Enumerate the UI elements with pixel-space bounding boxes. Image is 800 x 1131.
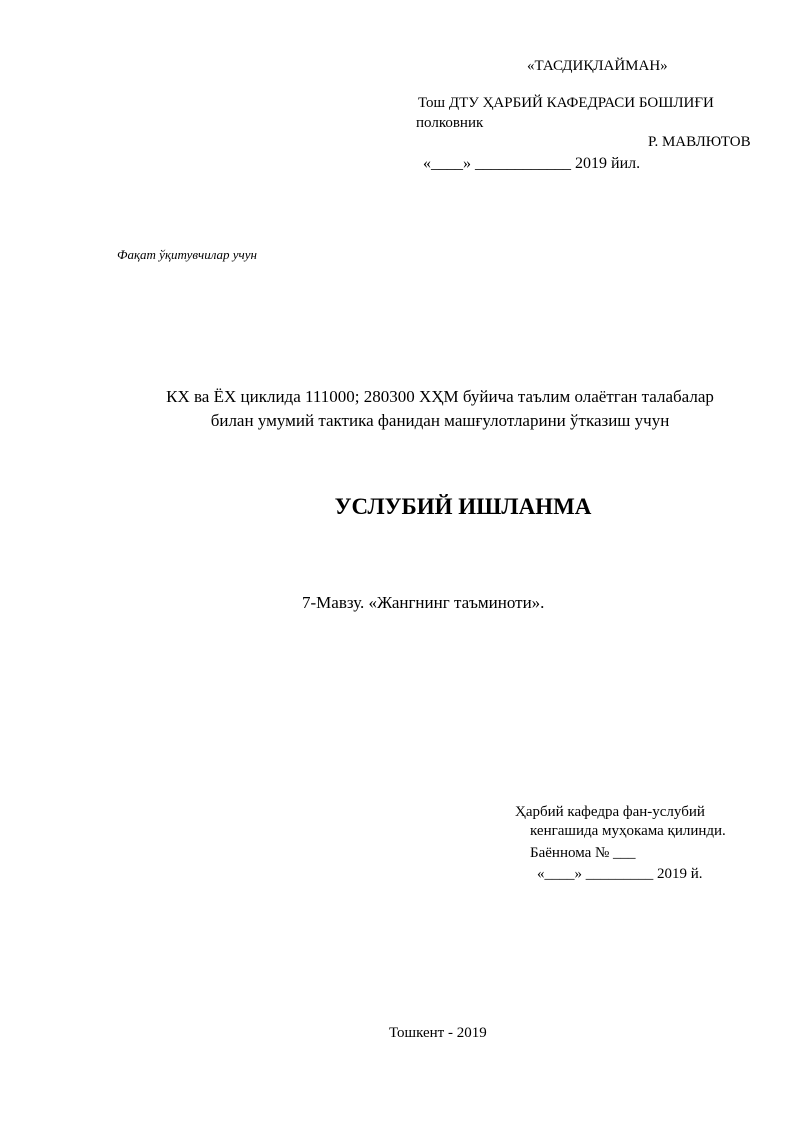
council-protocol-number: Баённома № ___ (530, 845, 636, 861)
purpose-line-2: билан умумий тактика фанидан машғулотларини ўтказиш учун (210, 411, 670, 430)
document-title: УСЛУБИЙ ИШЛАНМА (334, 494, 592, 519)
council-line-1: Ҳарбий кафедра фан-услубий (515, 804, 705, 820)
approval-organization: Тош ДТУ ҲАРБИЙ КАФЕДРАСИ БОШЛИҒИ (418, 95, 714, 111)
approval-rank: полковник (416, 115, 484, 131)
approval-date-line: «____» ____________ 2019 йил. (423, 155, 641, 172)
approval-title: «ТАСДИҚЛАЙМАН» (527, 58, 668, 74)
council-line-2: кенгашида муҳокама қилинди. (530, 823, 726, 839)
approval-name: Р. МАВЛЮТОВ (648, 134, 751, 150)
purpose-line-1: КХ ва ЁХ циклида 111000; 280300 ХҲМ буйича таълим олаётган талабалар (166, 387, 714, 406)
restriction-note: Фақат ўқитувчилар учун (117, 247, 257, 262)
council-date-line: «____» _________ 2019 й. (537, 866, 703, 882)
topic-line: 7-Мавзу. «Жангнинг таъминоти». (302, 593, 545, 612)
footer-city-year: Тошкент - 2019 (389, 1025, 487, 1041)
purpose-statement (0, 385, 800, 433)
